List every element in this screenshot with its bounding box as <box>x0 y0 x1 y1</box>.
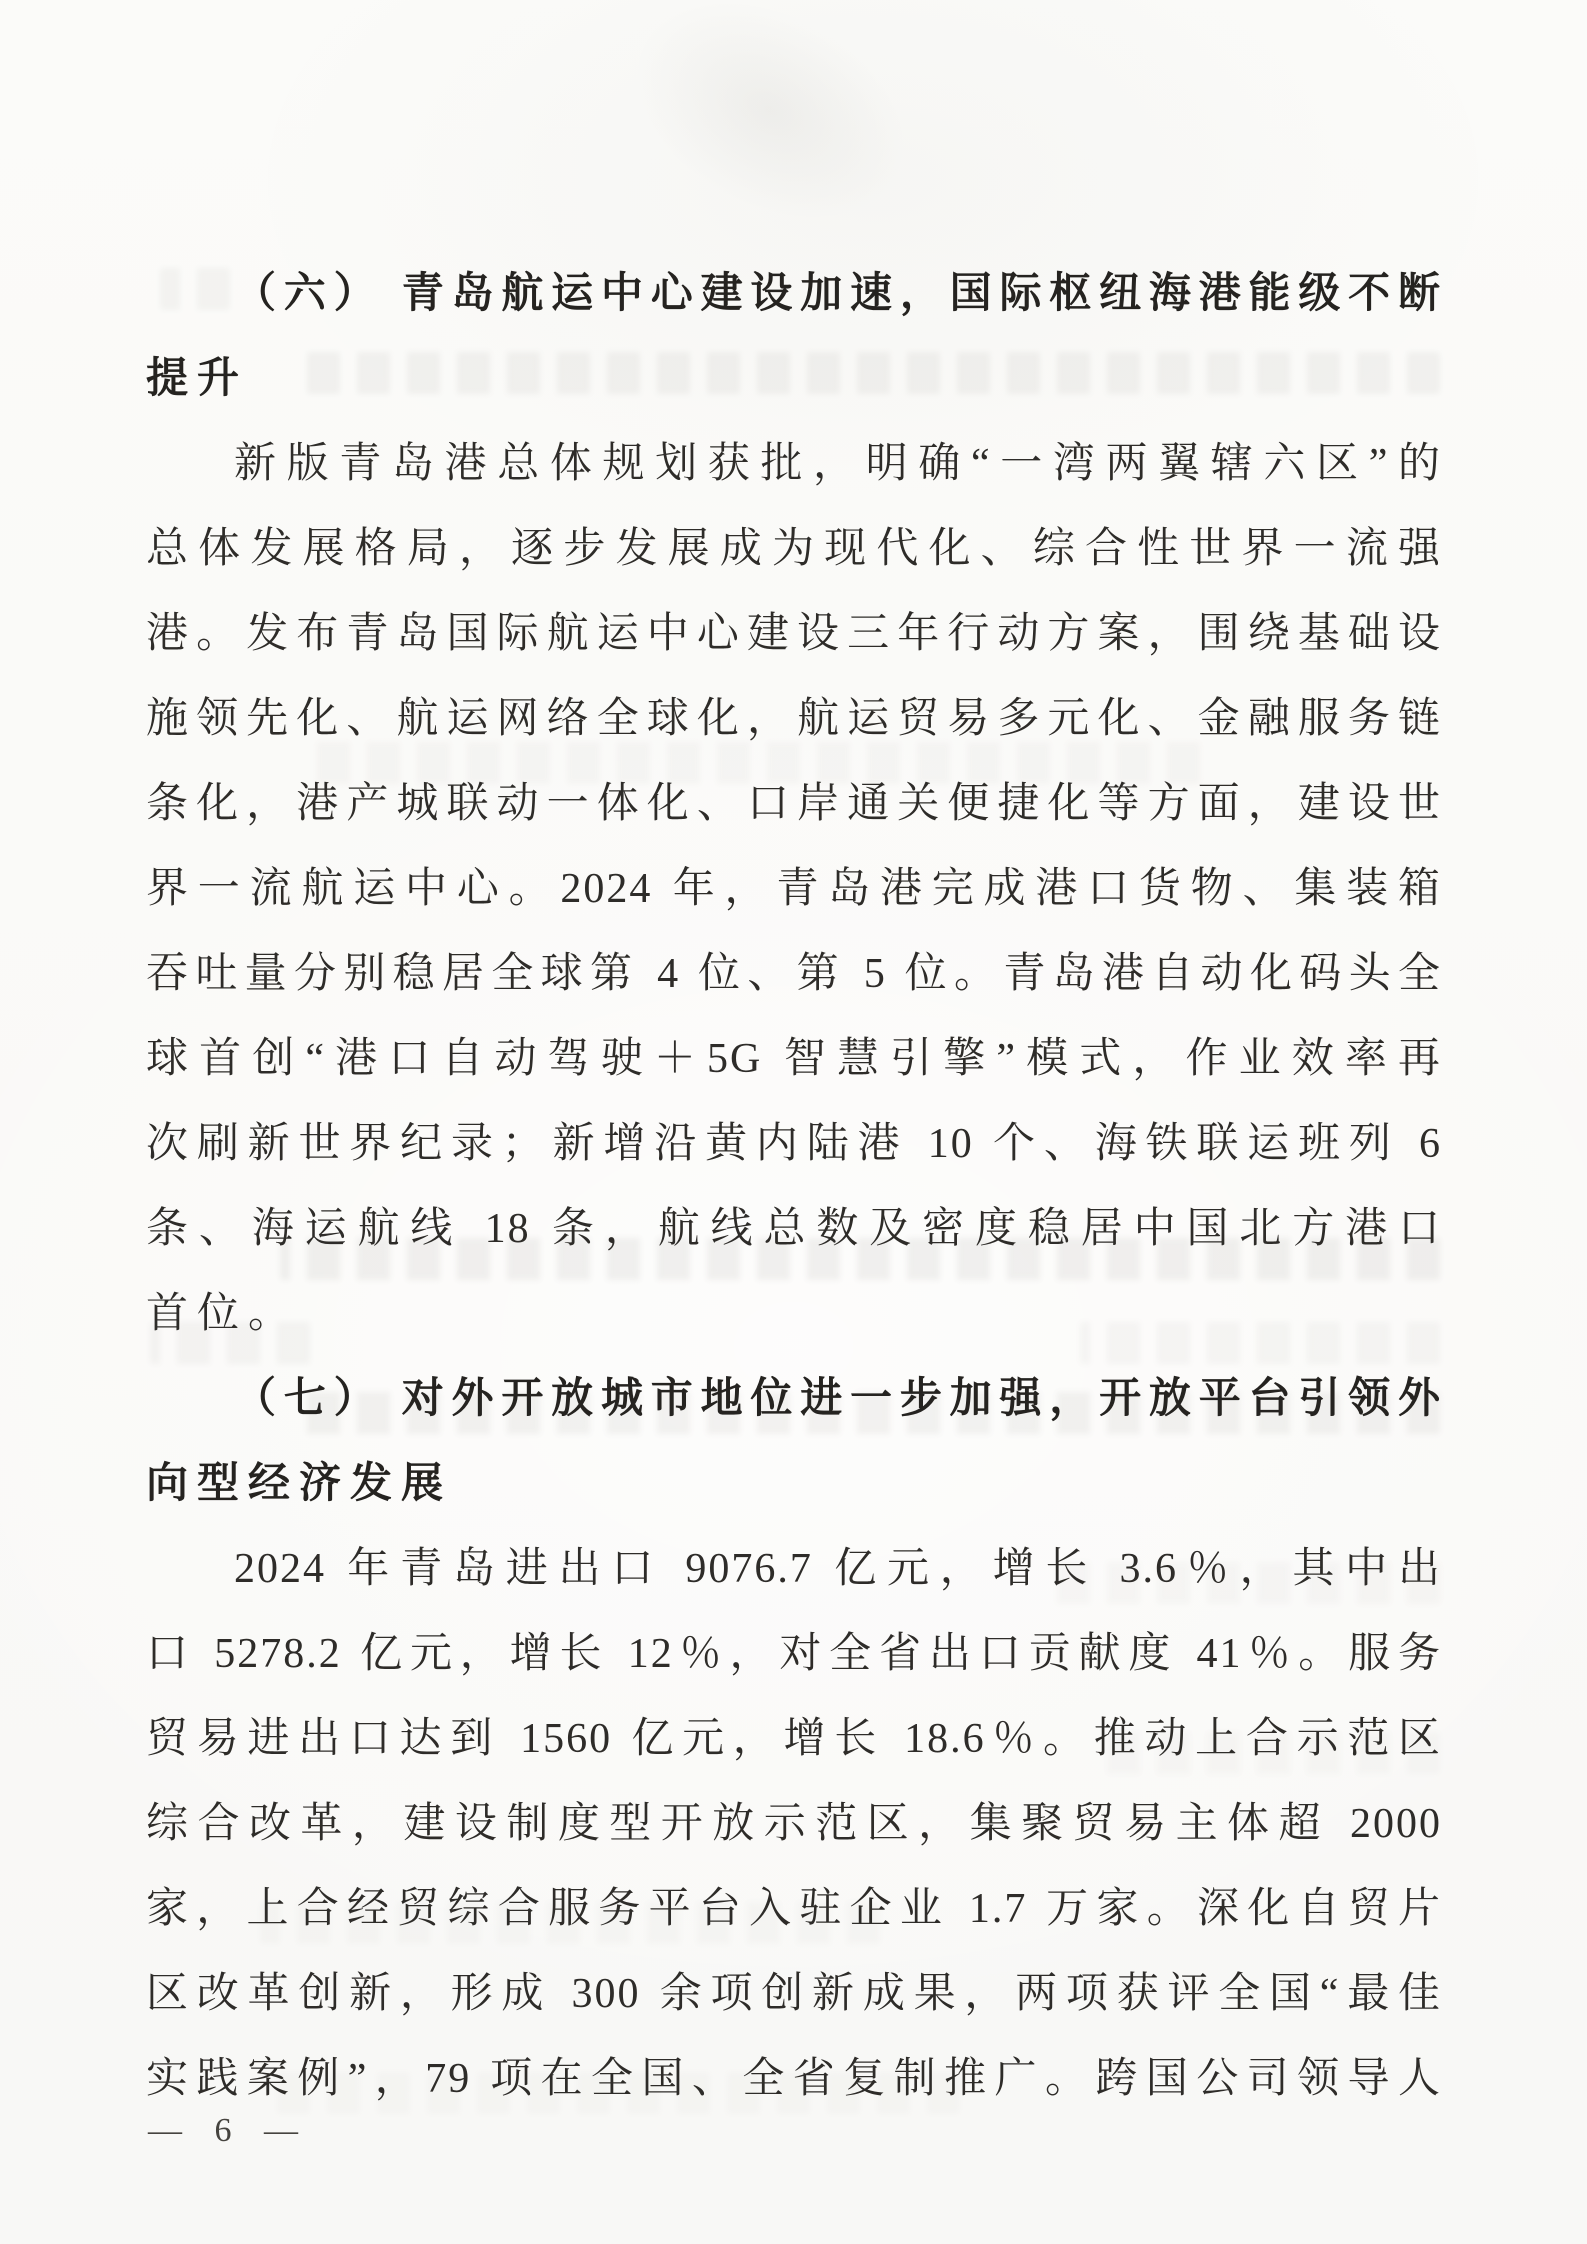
body-line: 条化，港产城联动一体化、口岸通关便捷化等方面，建设世 <box>146 781 1442 827</box>
body-line: 区改革创新，形成 300 余项创新成果，两项获评全国“最佳 <box>146 1971 1442 2017</box>
section-7-heading-line: （七） 对外开放城市地位进一步加强，开放平台引领外 <box>234 1376 1442 1422</box>
section-6-heading-line: （六） 青岛航运中心建设加速，国际枢纽海港能级不断 <box>234 271 1442 317</box>
body-line: 球首创“港口自动驾驶＋5G 智慧引擎”模式，作业效率再 <box>146 1036 1442 1082</box>
body-line: 次刷新世界纪录；新增沿黄内陆港 10 个、海铁联运班列 6 <box>146 1121 1442 1167</box>
body-line: 港。发布青岛国际航运中心建设三年行动方案，围绕基础设 <box>146 611 1442 657</box>
body-line: 2024 年青岛进出口 9076.7 亿元，增长 3.6％，其中出 <box>234 1546 1442 1592</box>
body-line: 施领先化、航运网络全球化，航运贸易多元化、金融服务链 <box>146 696 1442 742</box>
document-body <box>146 252 1442 2122</box>
body-line: 新版青岛港总体规划获批，明确“一湾两翼辖六区”的 <box>234 441 1442 487</box>
body-line: 界一流航运中心。2024 年，青岛港完成港口货物、集装箱 <box>146 866 1442 912</box>
body-line: 家，上合经贸综合服务平台入驻企业 1.7 万家。深化自贸片 <box>146 1886 1442 1932</box>
body-line: 条、海运航线 18 条，航线总数及密度稳居中国北方港口 <box>146 1206 1442 1252</box>
page-number: — 6 — <box>148 2112 302 2149</box>
section-6-heading-line: 提升 <box>146 356 249 402</box>
section-7-heading-line: 向型经济发展 <box>146 1461 453 1507</box>
body-line: 贸易进出口达到 1560 亿元，增长 18.6％。推动上合示范区 <box>146 1716 1442 1762</box>
body-line: 实践案例”，79 项在全国、全省复制推广。跨国公司领导人 <box>146 2056 1442 2102</box>
body-line: 综合改革，建设制度型开放示范区，集聚贸易主体超 2000 <box>146 1801 1442 1847</box>
body-line: 口 5278.2 亿元，增长 12％，对全省出口贡献度 41％。服务 <box>146 1631 1442 1677</box>
body-line: 首位。 <box>146 1291 300 1337</box>
body-line: 总体发展格局，逐步发展成为现代化、综合性世界一流强 <box>146 526 1442 572</box>
scan-fold-shadow <box>591 0 950 269</box>
body-line: 吞吐量分别稳居全球第 4 位、第 5 位。青岛港自动化码头全 <box>146 951 1442 997</box>
